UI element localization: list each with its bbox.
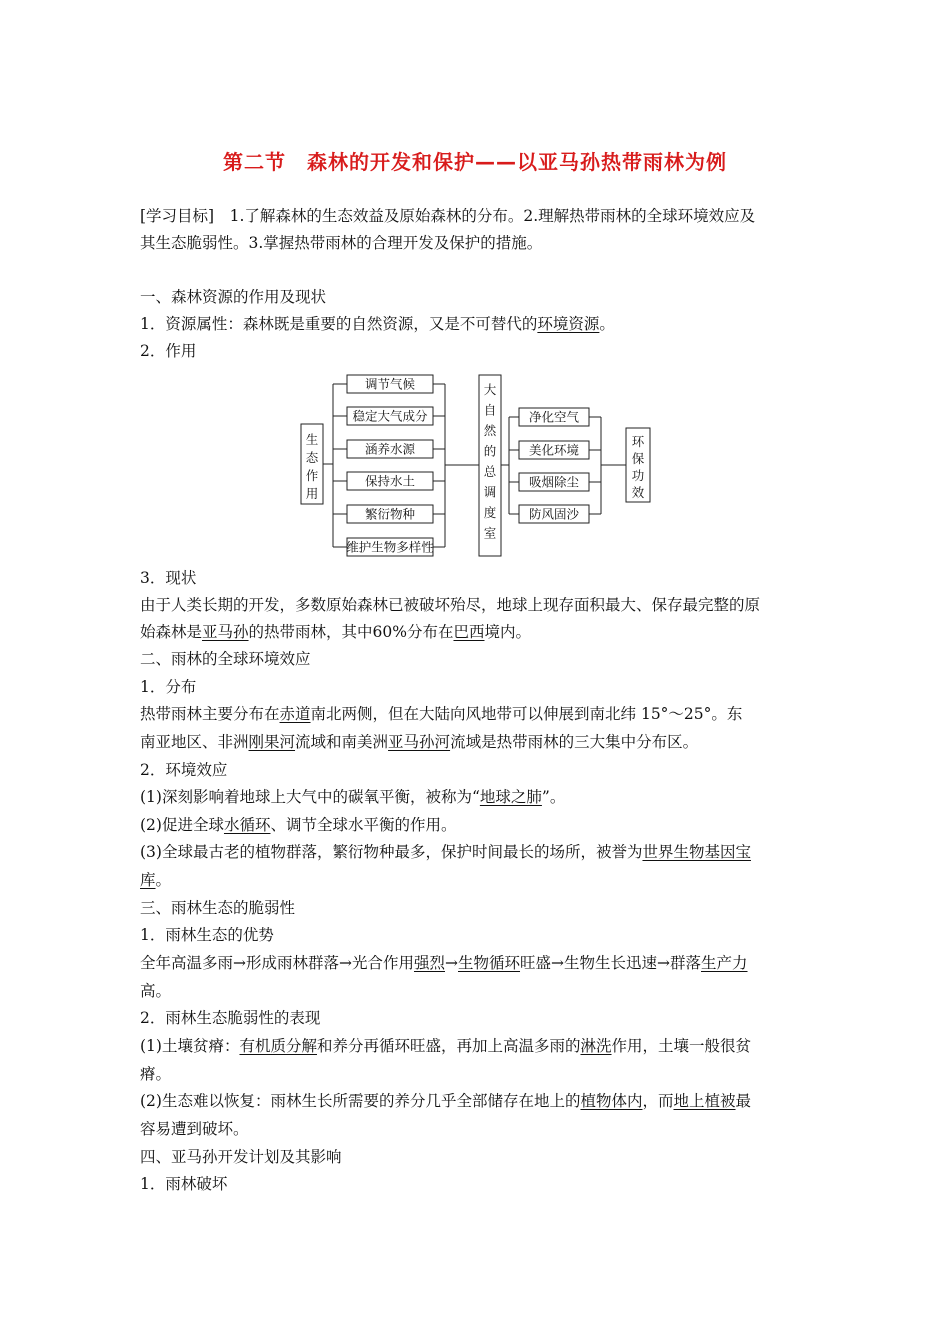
paragraph: 库。 (140, 871, 172, 889)
answer-blank: 刚果河 (248, 733, 296, 751)
center-label-char: 调 (483, 484, 497, 500)
right-label-char: 环 (631, 434, 645, 449)
subheading: 2．雨林生态脆弱性的表现 (140, 1009, 321, 1027)
paragraph: (2)生态难以恢复：雨林生长所需要的养分几乎全部储存在地上的植物体内，而地上植被最 (140, 1092, 752, 1110)
right-label-char: 功 (631, 468, 645, 483)
ecological-function-box: 繁衍物种 (364, 506, 416, 522)
answer-blank: 亚马孙 (202, 623, 249, 641)
center-label-char: 总 (483, 464, 497, 479)
subheading: 3．现状 (140, 569, 197, 587)
answer-blank: 赤道 (279, 705, 311, 723)
ecological-function-box: 调节气候 (364, 376, 416, 392)
paragraph: 1．资源属性：森林既是重要的自然资源，又是不可替代的环境资源。 (140, 315, 615, 333)
paragraph: 南亚地区、非洲刚果河流域和南美洲亚马孙河流域是热带雨林的三大集中分布区。 (140, 733, 699, 751)
answer-blank: 地上植被 (673, 1092, 736, 1110)
paragraph: 热带雨林主要分布在赤道南北两侧，但在大陆向风地带可以伸展到南北纬 15°～25°。东 (140, 705, 743, 723)
paragraph: 高。 (140, 982, 172, 1000)
answer-blank: 环境资源 (537, 315, 600, 333)
environmental-function-box: 吸烟除尘 (528, 474, 580, 490)
center-label-char: 度 (483, 505, 497, 520)
environmental-function-box: 防风固沙 (528, 506, 580, 522)
ecological-function-box: 维护生物多样性 (346, 539, 434, 555)
ecological-function-box: 稳定大气成分 (352, 408, 428, 424)
subheading: 1．雨林生态的优势 (140, 926, 274, 944)
left-label-char: 用 (305, 486, 319, 501)
ecological-function-box: 保持水土 (364, 473, 416, 489)
answer-blank: 生物循环 (458, 954, 521, 972)
paragraph: 瘠。 (140, 1065, 172, 1083)
answer-blank: 巴西 (453, 623, 485, 641)
answer-blank: 生产力 (701, 954, 748, 972)
center-label-char: 自 (483, 402, 497, 418)
answer-blank: 水循环 (223, 816, 271, 834)
center-label-char: 的 (483, 443, 497, 459)
section-2-heading: 二、雨林的全球环境效应 (140, 650, 311, 668)
paragraph: 由于人类长期的开发，多数原始森林已被破坏殆尽，地球上现存面积最大、保存最完整的原 (140, 596, 761, 614)
answer-blank: 世界生物基因宝 (642, 843, 751, 861)
section-1-heading: 一、森林资源的作用及现状 (140, 288, 327, 306)
answer-blank: 有机质分解 (239, 1037, 317, 1055)
section-3-heading: 三、雨林生态的脆弱性 (140, 899, 296, 917)
subheading: 1．雨林破坏 (140, 1175, 228, 1193)
section-4-heading: 四、亚马孙开发计划及其影响 (140, 1148, 342, 1166)
ecological-function-box: 涵养水源 (364, 441, 416, 457)
learning-objectives-line-1: [学习目标] 1.了解森林的生态效益及原始森林的分布。2.理解热带雨林的全球环境效应及 (140, 207, 756, 225)
answer-blank: 淋洗 (580, 1037, 612, 1055)
answer-blank: 亚马孙河 (388, 733, 451, 751)
center-label-char: 大 (483, 382, 497, 397)
center-label-char: 然 (483, 423, 497, 438)
answer-blank: 地球之肺 (479, 788, 542, 806)
center-label-char: 室 (483, 525, 497, 541)
subheading: 2．作用 (140, 342, 197, 360)
subheading: 2．环境效应 (140, 761, 228, 779)
environmental-function-box: 净化空气 (528, 409, 580, 425)
paragraph: (2)促进全球水循环、调节全球水平衡的作用。 (140, 816, 457, 834)
left-label-char: 作 (305, 468, 319, 483)
page-title: 第二节 森林的开发和保护——以亚马孙热带雨林为例 (223, 150, 727, 174)
right-label-char: 效 (631, 485, 645, 500)
left-label-char: 生 (305, 432, 319, 447)
answer-blank: 库 (140, 871, 156, 889)
forest-function-diagram (300, 370, 660, 560)
paragraph: (1)土壤贫瘠：有机质分解和养分再循环旺盛，再加上高温多雨的淋洗作用，土壤一般很贫 (140, 1037, 752, 1055)
answer-blank: 强烈 (413, 954, 445, 972)
paragraph: 始森林是亚马孙的热带雨林，其中60%分布在巴西境内。 (140, 623, 532, 641)
learning-objectives-line-2: 其生态脆弱性。3.掌握热带雨林的合理开发及保护的措施。 (140, 234, 543, 252)
subheading: 1．分布 (140, 678, 197, 696)
answer-blank: 植物体内 (580, 1092, 643, 1110)
paragraph: 全年高温多雨→形成雨林群落→光合作用强烈→生物循环旺盛→生物生长迅速→群落生产力 (140, 954, 748, 972)
paragraph: 容易遭到破坏。 (140, 1120, 249, 1138)
left-label-char: 态 (305, 450, 319, 465)
right-label-char: 保 (631, 451, 645, 466)
paragraph: (3)全球最古老的植物群落，繁衍物种最多，保护时间最长的场所，被誉为世界生物基因宝 (140, 843, 751, 861)
paragraph: (1)深刻影响着地球上大气中的碳氧平衡，被称为“地球之肺”。 (140, 788, 566, 806)
environmental-function-box: 美化环境 (528, 442, 580, 458)
